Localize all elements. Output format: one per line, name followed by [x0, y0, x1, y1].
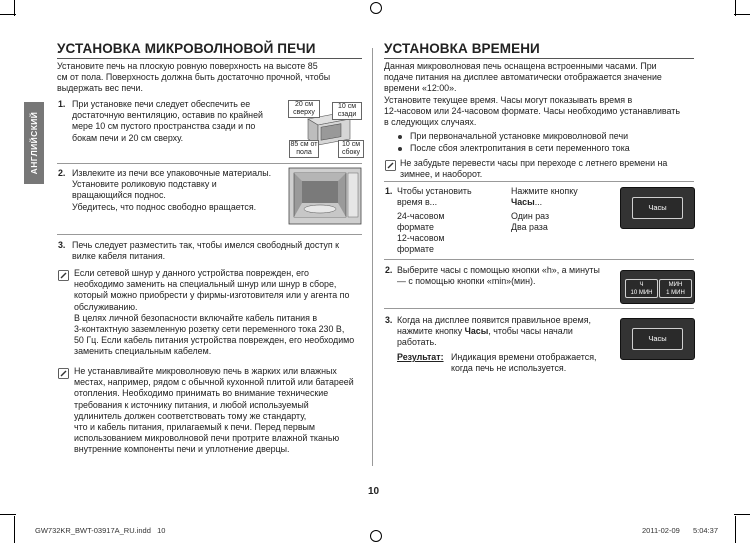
- right-intro: Данная микроволновая печь оснащена встроенными часами. При подаче питания на дисплее автоматически отображается значение времени «12:00». Установите текущее время. Часы могут показывать время в 12-часовом или 24-часовом формате. Часы необходимо устанавливать в следующих случаях.: [384, 61, 680, 128]
- control-panel-clock-confirm: [620, 318, 695, 360]
- bullet: [398, 135, 402, 139]
- page-number: 10: [368, 486, 380, 497]
- footer-time: 5:04:37: [693, 526, 719, 535]
- step2-text: Извлеките из печи все упаковочные материалы. Установите роликовую подставку и вращающийся поднос. Убедитесь, что поднос свободно вращается.: [72, 168, 272, 212]
- bullet: [398, 147, 402, 151]
- control-panel-hour-min: [620, 270, 695, 304]
- step-divider: [57, 234, 362, 235]
- step1-text: При установке печи следует обеспечить ее достаточную вентиляцию, оставив по крайней мере 10 см пустого пространства сзади и по бокам печи и 20 см сверху.: [72, 99, 263, 143]
- result-label: Результат:: [397, 352, 444, 362]
- oven-interior-illustration: [288, 167, 362, 227]
- r-step3-number: 3.: [385, 315, 393, 325]
- r-step1-row2-format: 12-часовом формате: [397, 233, 445, 255]
- footer-date: 2011-02-09: [642, 526, 680, 535]
- registration-mark: [370, 2, 382, 14]
- result-text: Индикация времени отображается, когда печь не используется.: [451, 352, 597, 374]
- clock-button[interactable]: Часы: [632, 197, 683, 219]
- note-icon: [58, 268, 69, 279]
- crop-mark: [14, 0, 15, 16]
- left-intro: Установите печь на плоскую ровную поверхность на высоте 85 см от пола. Поверхность должна быть достаточно прочной, чтобы выдержать вес печи.: [57, 61, 331, 94]
- left-title: УСТАНОВКА МИКРОВОЛНОВОЙ ПЕЧИ: [57, 41, 316, 56]
- dst-note: Не забудьте перевести часы при переходе с летнего времени на зимнее, и наоборот.: [400, 158, 668, 180]
- step3-text: Печь следует разместить так, чтобы имелся свободный доступ к вилке кабеля питания.: [72, 240, 340, 262]
- registration-mark: [370, 530, 382, 542]
- column-divider: [372, 48, 373, 466]
- bullet-item: После сбоя электропитания в сети переменного тока: [410, 143, 630, 153]
- title-rule: [57, 58, 362, 59]
- step1-number: 1.: [58, 99, 66, 109]
- hour-button[interactable]: Ч 10 МИН: [625, 279, 658, 298]
- r-step1-col2-head: Нажмите кнопку Часы...: [511, 186, 578, 208]
- r-step1-number: 1.: [385, 186, 393, 196]
- interior-figure: [288, 167, 362, 227]
- minute-button[interactable]: МИН 1 МИН: [659, 279, 692, 298]
- footer-file: GW732KR_BWT-03917A_RU.indd 10: [35, 526, 166, 535]
- crop-mark: [734, 514, 750, 515]
- clock-button[interactable]: Часы: [632, 328, 683, 350]
- placement-note: Не устанавливайте микроволновую печь в жарких или влажных местах, например, рядом с обычной кухонной плитой или батареей отопления. Необходимо принимать во внимание технические требования к источнику питания, и любой используемый удлинитель должен соответствовать тому же стандарту, что и кабель питания, прилагаемый к печи. Перед первым использованием микроволновой печи протрите влажной тканью внутренние компоненты печи и уплотнение дверцы.: [74, 366, 354, 455]
- step-divider: [384, 308, 694, 309]
- right-title: УСТАНОВКА ВРЕМЕНИ: [384, 41, 540, 56]
- r-step3-text: Когда на дисплее появится правильное время, нажмите кнопку Часы, чтобы часы начали работать.: [397, 315, 591, 348]
- r-step1-col1-head: Чтобы установить время в...: [397, 186, 472, 208]
- label-floor: 85 см от пола: [290, 141, 318, 156]
- crop-mark: [734, 14, 750, 15]
- r-step1-row2-presses: Два раза: [511, 222, 548, 232]
- crop-mark: [14, 516, 15, 543]
- step3-number: 3.: [58, 240, 66, 250]
- step-divider: [384, 181, 694, 182]
- r-step1-row1-format: 24-часовом формате: [397, 211, 445, 233]
- step2-number: 2.: [58, 168, 66, 178]
- crop-mark: [735, 516, 736, 543]
- label-top: 20 см сверху: [288, 100, 320, 118]
- step-divider: [384, 259, 694, 260]
- r-step2-number: 2.: [385, 265, 393, 275]
- clearance-figure: [288, 99, 362, 161]
- r-step1-row1-presses: Один раз: [511, 211, 550, 221]
- note-icon: [58, 366, 69, 377]
- control-panel-clock: [620, 187, 695, 229]
- bullet-item: При первоначальной установке микроволновой печи: [410, 131, 629, 141]
- label-side: 10 см сбоку: [338, 140, 364, 158]
- note-icon: [385, 158, 396, 169]
- label-behind: 10 см сзади: [332, 102, 362, 120]
- title-rule: [384, 58, 694, 59]
- power-cord-note: Если сетевой шнур у данного устройства поврежден, его необходимо заменить на специальный шнур или шнур в сборе, который можно приобрести у фирмы-изготовителя или у агента по обслуживанию. В целях личной безопасности включайте кабель питания в 3-контактную заземленную розетку сети переменного тока 230 В, 50 Гц. Если кабель питания устройства поврежден, его необходимо заменить специальным кабелем.: [74, 268, 355, 357]
- step-divider: [57, 163, 362, 164]
- r-step2-text: Выберите часы с помощью кнопки «h», а минуты — с помощью кнопки «min»(мин).: [397, 265, 600, 287]
- crop-mark: [0, 514, 16, 515]
- crop-mark: [735, 0, 736, 16]
- language-tab: АНГЛИЙСКИЙ: [24, 102, 44, 184]
